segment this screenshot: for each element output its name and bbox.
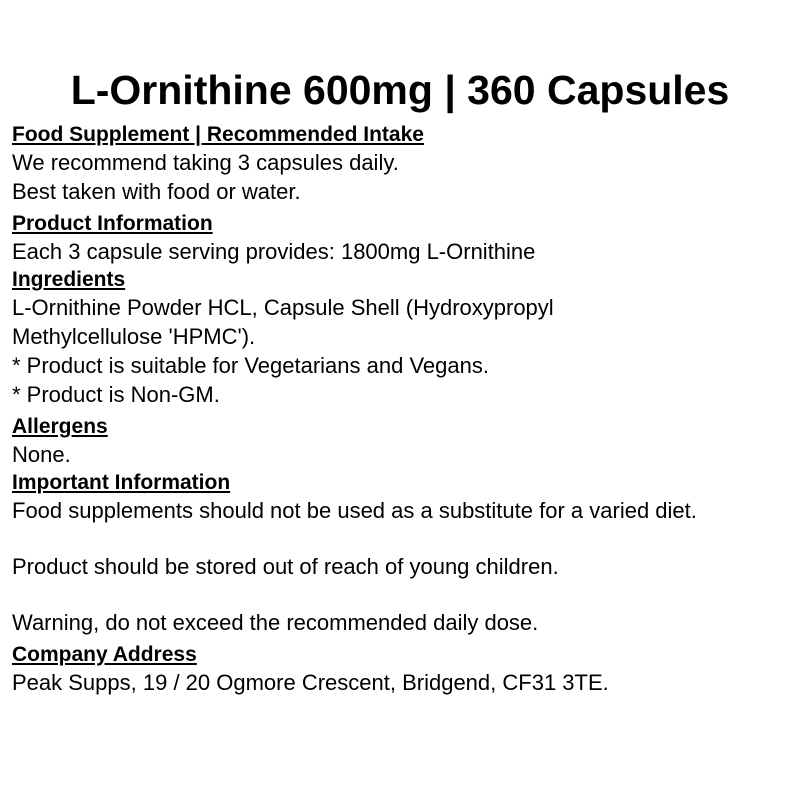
section-line: * Product is suitable for Vegetarians and Vegans. [12,353,489,378]
section-important-information [12,469,792,637]
section-heading: Product Information [12,212,213,235]
section-line: Best taken with food or water. [12,179,301,204]
section-heading: Allergens [12,415,108,438]
section-allergens [12,413,792,469]
page-title: L-Ornithine 600mg | 360 Capsules [70,67,730,113]
section-line: We recommend taking 3 capsules daily. [12,150,399,175]
section-product-information [12,210,792,266]
section-line: Food supplements should not be used as a substitute for a varied diet. [12,498,697,523]
paragraph-spacer [12,581,792,608]
section-line: L-Ornithine Powder HCL, Capsule Shell (Hydroxypropyl [12,295,554,320]
section-line: * Product is Non-GM. [12,382,220,407]
label-content [12,121,792,697]
section-ingredients [12,266,792,409]
section-heading: Food Supplement | Recommended Intake [12,123,424,146]
section-line: Product should be stored out of reach of young children. [12,554,559,579]
section-company-address [12,641,792,697]
paragraph-spacer [12,525,792,552]
section-heading: Important Information [12,471,231,494]
section-line: Each 3 capsule serving provides: 1800mg L-Ornithine [12,239,536,264]
section-line: Methylcellulose 'HPMC'). [12,324,256,349]
section-line: None. [12,442,71,467]
section-recommended-intake [12,121,792,206]
section-heading: Company Address [12,643,197,666]
section-line: Warning, do not exceed the recommended daily dose. [12,610,539,635]
section-line: Peak Supps, 19 / 20 Ogmore Crescent, Bridgend, CF31 3TE. [12,670,609,695]
section-heading: Ingredients [12,268,126,291]
